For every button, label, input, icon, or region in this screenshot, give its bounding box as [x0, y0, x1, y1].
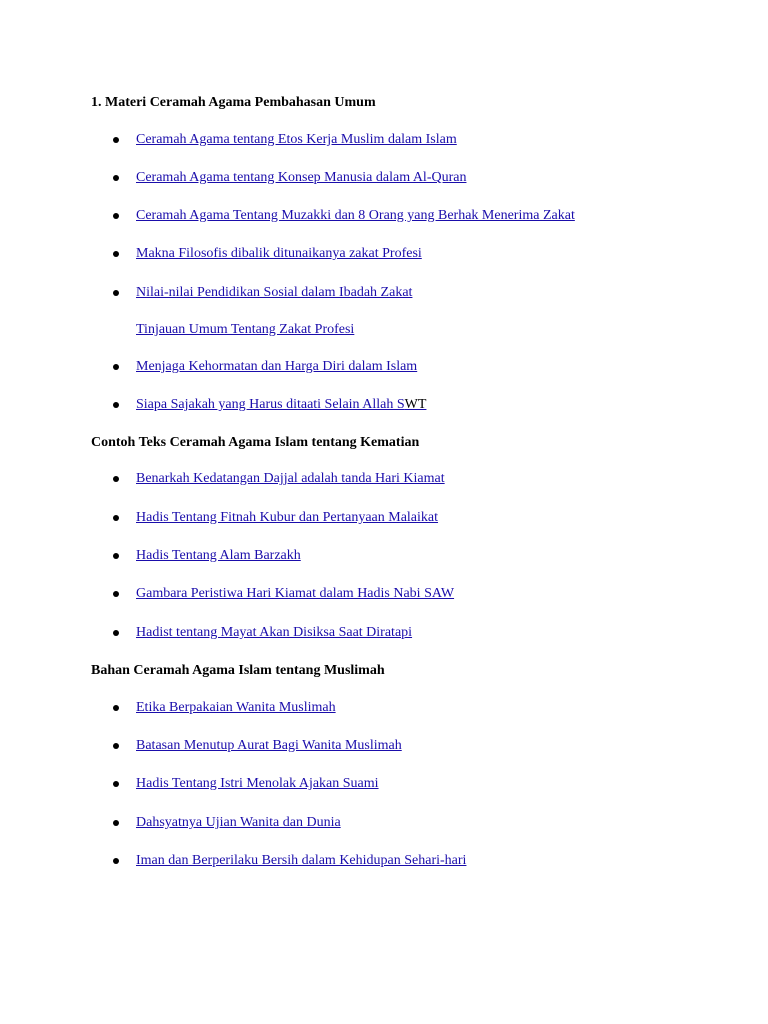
link-suffix-text: WT: [404, 397, 427, 412]
article-link[interactable]: Batasan Menutup Aurat Bagi Wanita Muslimah: [136, 738, 402, 753]
bullet-icon: [113, 743, 119, 749]
bullet-icon: [113, 175, 119, 181]
bullet-icon: [113, 553, 119, 559]
article-link[interactable]: Ceramah Agama tentang Etos Kerja Muslim dalam Islam: [136, 132, 457, 147]
article-link[interactable]: Gambara Peristiwa Hari Kiamat dalam Hadis Nabi SAW: [136, 586, 455, 601]
article-link[interactable]: Hadis Tentang Fitnah Kubur dan Pertanyaan Malaikat: [136, 510, 439, 525]
bullet-icon: [113, 820, 119, 826]
bullet-icon: [113, 251, 119, 257]
article-link[interactable]: Ceramah Agama Tentang Muzakki dan 8 Orang yang Berhak Menerima Zakat: [136, 208, 575, 223]
article-link[interactable]: Benarkah Kedatangan Dajjal adalah tanda Hari Kiamat: [136, 471, 445, 486]
bullet-icon: [113, 858, 119, 864]
bullet-icon: [113, 591, 119, 597]
article-link[interactable]: Tinjauan Umum Tentang Zakat Profesi: [136, 322, 355, 337]
article-link[interactable]: Dahsyatnya Ujian Wanita dan Dunia: [136, 815, 341, 830]
article-link[interactable]: Etika Berpakaian Wanita Muslimah: [136, 700, 336, 715]
article-link[interactable]: Iman dan Berperilaku Bersih dalam Kehidupan Sehari-hari: [136, 853, 467, 868]
bullet-icon: [113, 515, 119, 521]
section-heading: 1. Materi Ceramah Agama Pembahasan Umum: [91, 95, 376, 110]
bullet-icon: [113, 630, 119, 636]
bullet-icon: [113, 213, 119, 219]
article-link[interactable]: Hadis Tentang Istri Menolak Ajakan Suami: [136, 776, 379, 791]
article-link[interactable]: Hadis Tentang Alam Barzakh: [136, 548, 301, 563]
article-link[interactable]: Menjaga Kehormatan dan Harga Diri dalam Islam: [136, 359, 418, 374]
bullet-icon: [113, 364, 119, 370]
article-link[interactable]: Hadist tentang Mayat Akan Disiksa Saat Diratapi: [136, 625, 413, 640]
bullet-icon: [113, 781, 119, 787]
bullet-icon: [113, 402, 119, 408]
bullet-icon: [113, 137, 119, 143]
article-link[interactable]: Makna Filosofis dibalik ditunaikanya zakat Profesi: [136, 246, 422, 261]
link-text: Siapa Sajakah yang Harus ditaati Selain Allah S: [136, 397, 405, 412]
section-heading: Contoh Teks Ceramah Agama Islam tentang Kematian: [91, 435, 420, 450]
article-link[interactable]: Nilai-nilai Pendidikan Sosial dalam Ibadah Zakat: [136, 285, 413, 300]
bullet-icon: [113, 290, 119, 296]
bullet-icon: [113, 476, 119, 482]
article-link[interactable]: Ceramah Agama tentang Konsep Manusia dalam Al-Quran: [136, 170, 467, 185]
bullet-icon: [113, 705, 119, 711]
article-link[interactable]: [136, 396, 426, 414]
section-heading: Bahan Ceramah Agama Islam tentang Muslimah: [91, 663, 385, 678]
